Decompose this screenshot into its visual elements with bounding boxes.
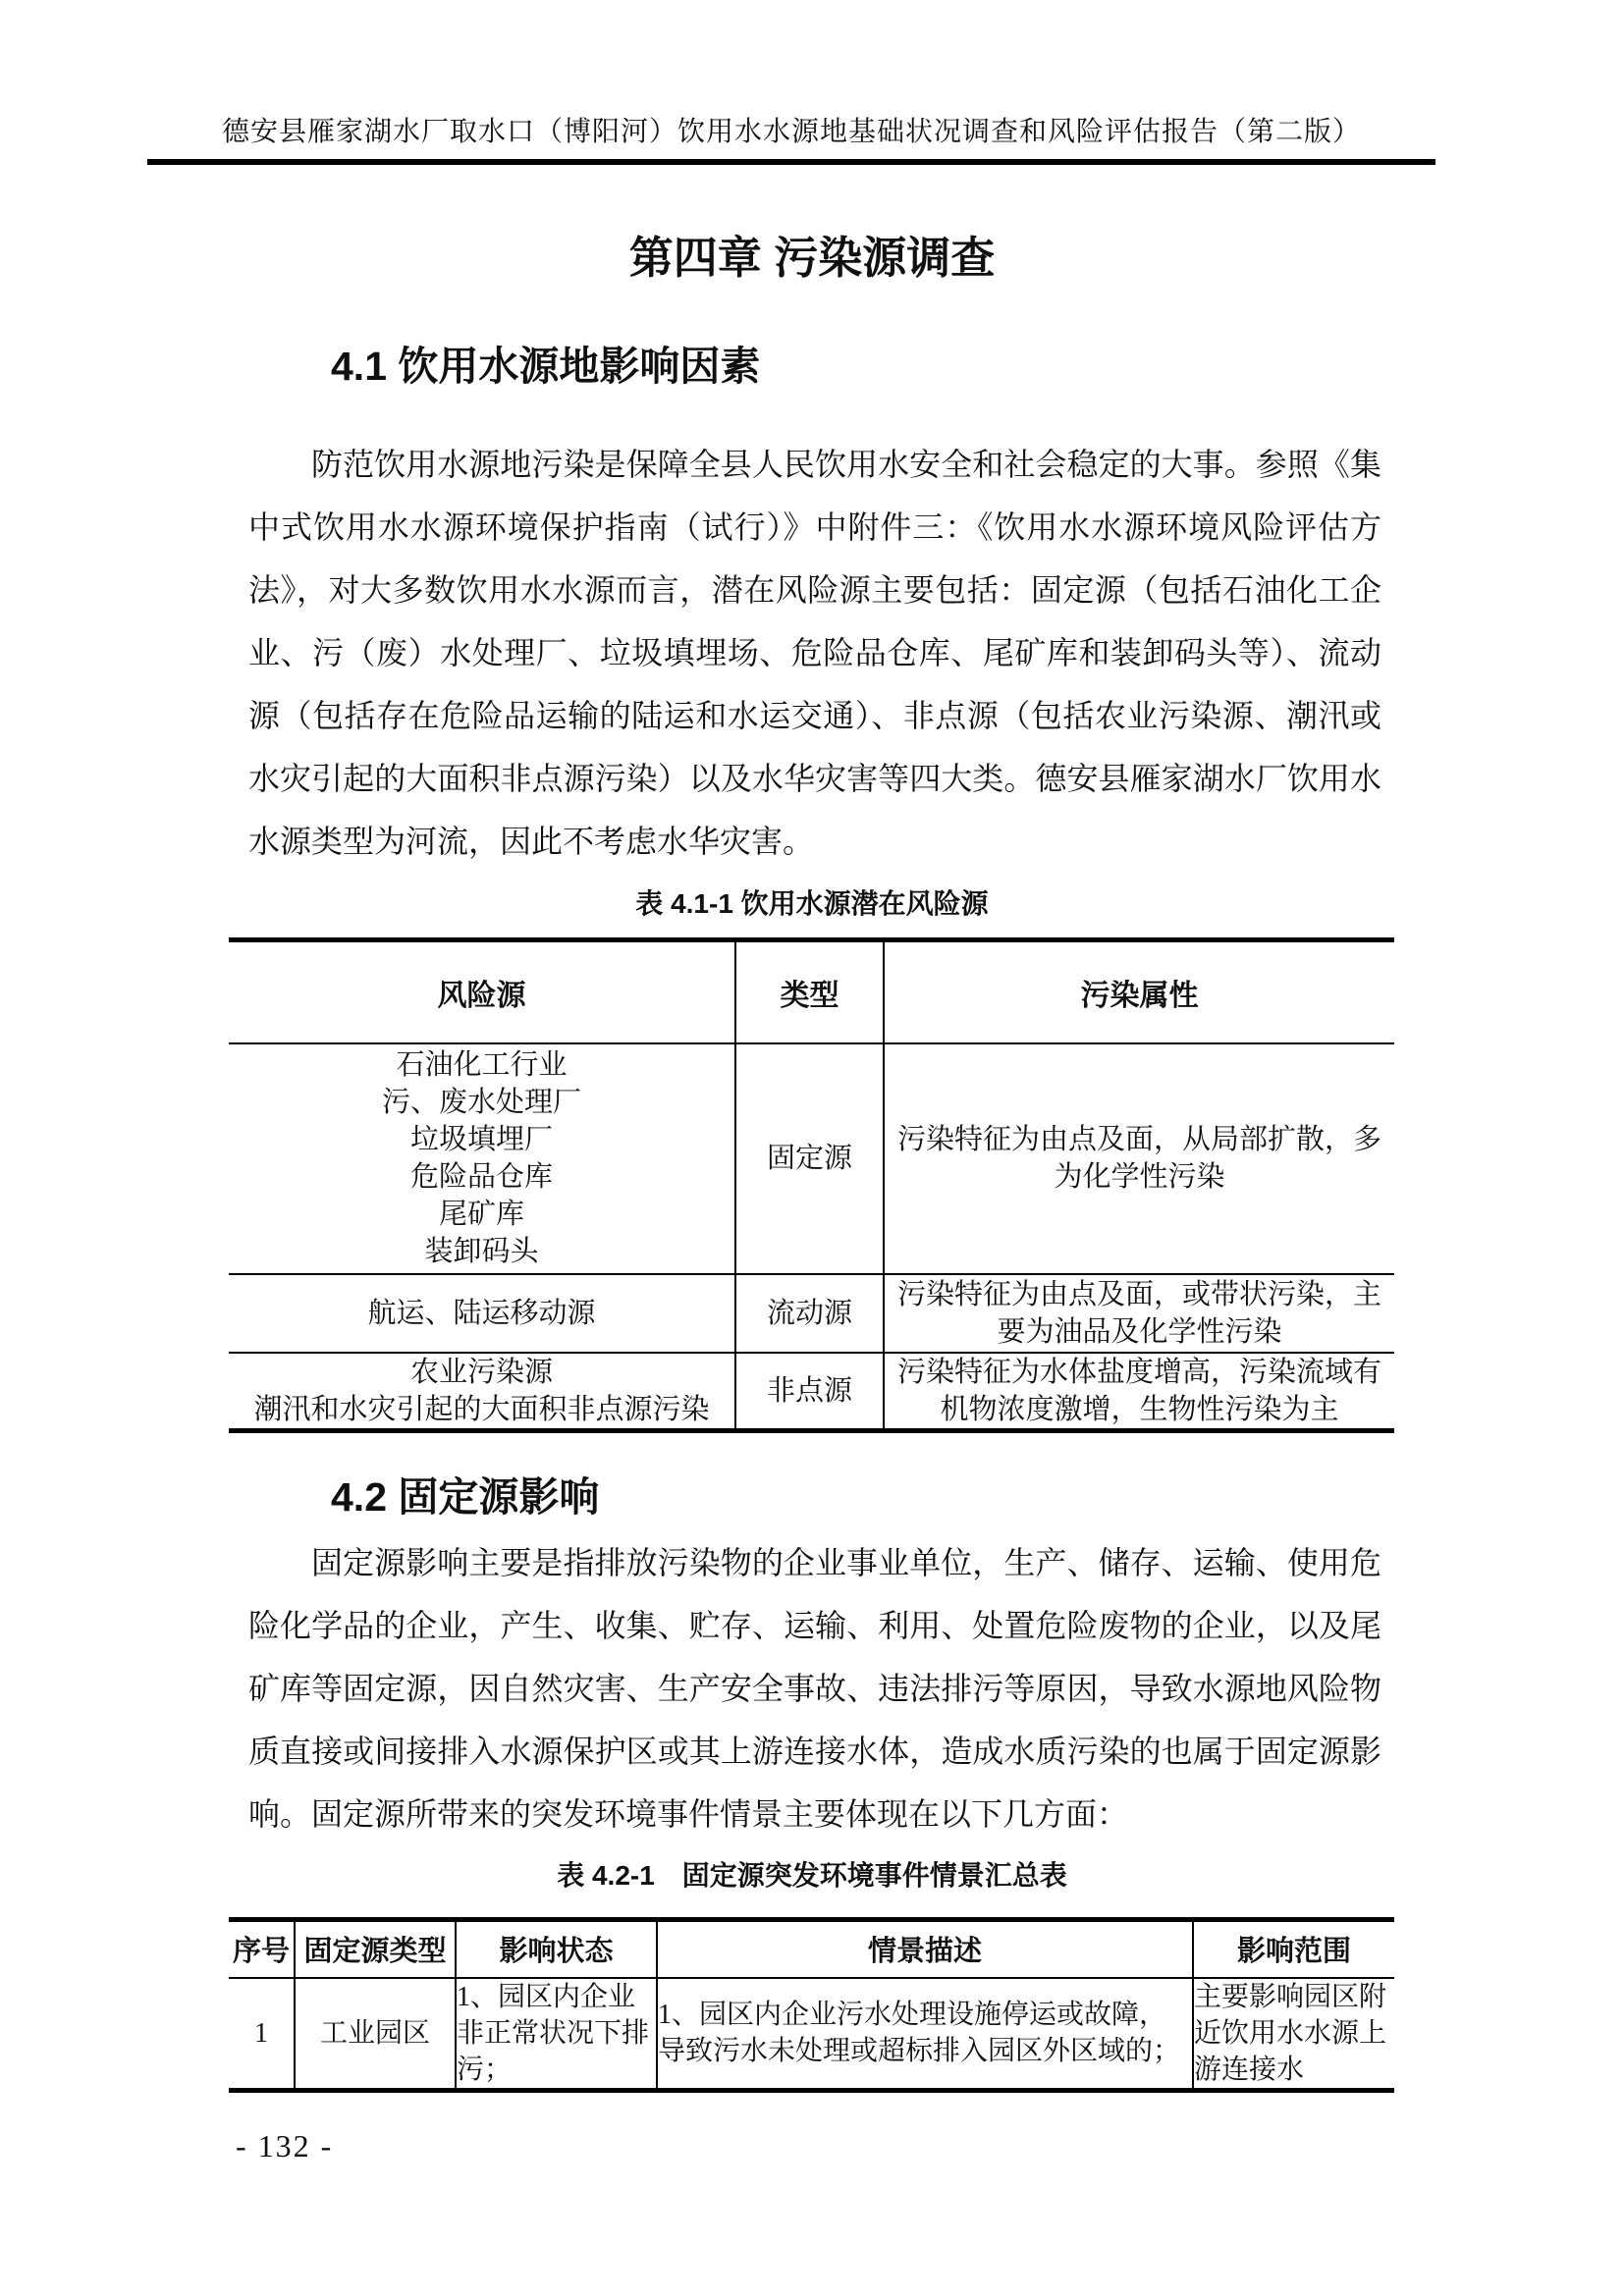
table-4-2-1-header-row — [229, 1920, 1394, 1978]
table-row — [229, 1274, 1394, 1353]
table-4-1-1-caption: 表 4.1-1 饮用水源潜在风险源 — [635, 888, 989, 919]
scenario-description-cell: 1、园区内企业污水处理设施停运或故障，导致污水未处理或超标排入园区外区域的； — [657, 1978, 1193, 2091]
chapter-title: 第四章 污染源调查 — [628, 233, 996, 283]
impact-state-cell: 1、园区内企业非正常状况下排污； — [456, 1978, 657, 2091]
risk-source-cell — [229, 1043, 735, 1274]
risk-source-line: 装卸码头 — [424, 1236, 539, 1267]
page-number: - 132 - — [236, 2128, 334, 2163]
section-4-1-heading: 4.1 饮用水源地影响因素 — [331, 344, 761, 389]
risk-source-cell — [229, 1353, 735, 1431]
risk-source-line: 航运、陆运移动源 — [367, 1297, 596, 1329]
table-4-1-1-header-attribute: 污染属性 — [884, 940, 1394, 1043]
table-row — [229, 1353, 1394, 1431]
fixed-source-type-cell: 工业园区 — [295, 1978, 456, 2091]
table-row — [229, 1978, 1394, 2091]
table-4-2-1 — [229, 1917, 1394, 2093]
risk-source-line: 危险品仓库 — [409, 1161, 553, 1193]
table-4-2-1-header-state: 影响状态 — [456, 1920, 657, 1978]
table-row — [229, 1043, 1394, 1274]
risk-source-line: 农业污染源 — [409, 1356, 553, 1388]
table-4-2-1-header-scenario: 情景描述 — [657, 1920, 1193, 1978]
risk-source-line: 潮汛和水灾引起的大面积非点源污染 — [253, 1393, 710, 1425]
section-4-2-paragraph: 固定源影响主要是指排放污染物的企业事业单位，生产、储存、运输、使用危险化学品的企业，产生、收集、贮存、运输、利用、处置危险废物的企业，以及尾矿库等固定源，因自然灾害、生产安全事故、违法排污等原因，导致水源地风险物质直接或间接排入水源保护区或其上游连接水体，造成水质污染的也属于固定源影响。固定源所带来的突发环境事件情景主要体现在以下几方面： — [248, 1545, 1381, 1832]
section-4-2-heading: 4.2 固定源影响 — [331, 1474, 600, 1520]
table-4-2-1-header-scope: 影响范围 — [1193, 1920, 1394, 1978]
table-4-1-1-header-type: 类型 — [735, 940, 884, 1043]
impact-scope-cell: 主要影响园区附近饮用水水源上游连接水 — [1193, 1978, 1394, 2091]
running-header: 德安县雁家湖水厂取水口（博阳河）饮用水水源地基础状况调查和风险评估报告（第二版） — [221, 117, 1361, 147]
pollution-attribute-cell: 污染特征为由点及面，从局部扩散，多为化学性污染 — [884, 1043, 1394, 1274]
pollution-attribute-cell: 污染特征为水体盐度增高，污染流域有机物浓度激增，生物性污染为主 — [884, 1353, 1394, 1431]
table-4-1-1-header-row — [229, 940, 1394, 1043]
table-4-2-1-header-type: 固定源类型 — [295, 1920, 456, 1978]
pollution-attribute-cell: 污染特征为由点及面，或带状污染，主要为油品及化学性污染 — [884, 1274, 1394, 1353]
table-4-1-1 — [229, 937, 1394, 1433]
row-number-cell: 1 — [229, 1978, 295, 2091]
section-4-1-paragraph: 防范饮用水源地污染是保障全县人民饮用水安全和社会稳定的大事。参照《集中式饮用水水源环境保护指南（试行）》中附件三：《饮用水水源环境风险评估方法》，对大多数饮用水水源而言，潜在风险源主要包括：固定源（包括石油化工企业、污（废）水处理厂、垃圾填埋场、危险品仓库、尾矿库和装卸码头等）、流动源（包括存在危险品运输的陆运和水运交通）、非点源（包括农业污染源、潮汛或水灾引起的大面积非点源污染）以及水华灾害等四大类。德安县雁家湖水厂饮用水水源类型为河流，因此不考虑水华灾害。 — [248, 447, 1381, 859]
risk-source-cell — [229, 1274, 735, 1353]
table-4-2-1-header-no: 序号 — [229, 1920, 295, 1978]
risk-type-cell: 流动源 — [735, 1274, 884, 1353]
risk-source-line: 垃圾填埋厂 — [409, 1124, 553, 1155]
risk-source-line: 污、废水处理厂 — [381, 1087, 581, 1118]
risk-source-line: 尾矿库 — [438, 1199, 524, 1230]
table-4-1-1-header-source: 风险源 — [229, 940, 735, 1043]
table-4-2-1-caption: 表 4.2-1 固定源突发环境事件情景汇总表 — [557, 1860, 1067, 1891]
risk-type-cell: 固定源 — [735, 1043, 884, 1274]
header-rule — [147, 159, 1435, 165]
risk-source-line: 石油化工行业 — [396, 1049, 568, 1081]
risk-type-cell: 非点源 — [735, 1353, 884, 1431]
